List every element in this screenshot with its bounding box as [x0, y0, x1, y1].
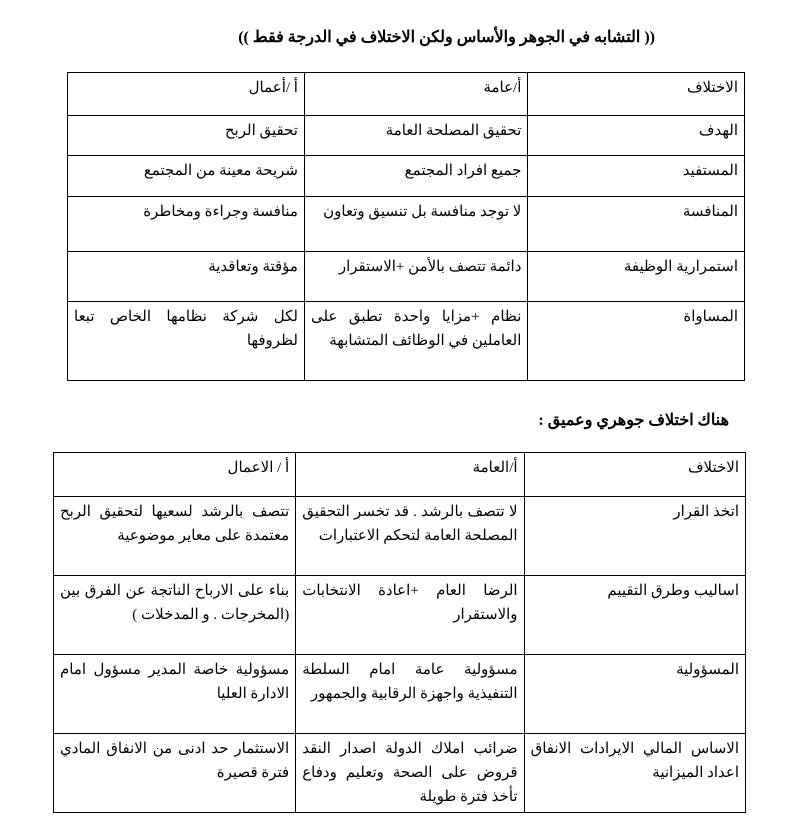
public-cell: مسؤولية عامة امام السلطة التنفيذية واجهزة الرقابية والجمهور — [296, 655, 524, 734]
table-row — [54, 734, 746, 813]
table-header-row — [54, 453, 746, 497]
header-cell-business: أ / الاعمال — [54, 453, 296, 497]
row-label: استمرارية الوظيفة — [528, 252, 745, 302]
public-cell: تحقيق المصلحة العامة — [304, 116, 527, 156]
table-row — [68, 252, 745, 302]
header-cell-difference: الاختلاف — [524, 453, 745, 497]
table-row — [54, 576, 746, 655]
business-cell: تحقيق الربح — [68, 116, 305, 156]
row-label: اساليب وطرق التقييم — [524, 576, 745, 655]
business-cell: مسؤولية خاصة المدير مسؤول امام الادارة العليا — [54, 655, 296, 734]
business-cell: منافسة وجراءة ومخاطرة — [68, 197, 305, 252]
business-cell: لكل شركة نظامها الخاص تبعا لظروفها — [68, 302, 305, 381]
header-cell-public: أ/العامة — [296, 453, 524, 497]
header-cell-public: أ/عامة — [304, 73, 527, 116]
public-cell: جميع افراد المجتمع — [304, 156, 527, 197]
public-cell: نظام +مزايا واحدة تطبق على العاملين في الوظائف المتشابهة — [304, 302, 527, 381]
public-cell: لا توجد منافسة بل تنسيق وتعاون — [304, 197, 527, 252]
table-row — [68, 197, 745, 252]
title-fundamental-difference: هناك اختلاف جوهري وعميق : — [538, 412, 729, 429]
table-header-row — [68, 73, 745, 116]
table-row — [54, 655, 746, 734]
row-label: المنافسة — [528, 197, 745, 252]
title-similarity: (( التشابه في الجوهر والأساس ولكن الاختلاف في الدرجة فقط )) — [238, 29, 655, 46]
public-cell: لا تتصف بالرشد . قد تخسر التحقيق المصلحة العامة لتحكم الاعتبارات — [296, 497, 524, 576]
header-cell-business: أ /أعمال — [68, 73, 305, 116]
row-label: اتخذ القرار — [524, 497, 745, 576]
business-cell: مؤقتة وتعاقدية — [68, 252, 305, 302]
business-cell: الاستثمار حد ادنى من الانفاق المادي فترة قصيرة — [54, 734, 296, 813]
row-label: الهدف — [528, 116, 745, 156]
public-cell: ضرائب املاك الدولة اصدار النقد قروض على الصحة وتعليم ودفاع تأخذ فترة طويلة — [296, 734, 524, 813]
comparison-table-similarity — [67, 72, 745, 381]
header-cell-difference: الاختلاف — [528, 73, 745, 116]
row-label: المسؤولية — [524, 655, 745, 734]
table-row — [68, 156, 745, 197]
row-label: المساواة — [528, 302, 745, 381]
table-row — [68, 302, 745, 381]
business-cell: بناء على الارباح الناتجة عن الفرق بين (المخرجات . و المدخلات ) — [54, 576, 296, 655]
public-cell: دائمة تتصف بالأمن +الاستقرار — [304, 252, 527, 302]
business-cell: شريحة معينة من المجتمع — [68, 156, 305, 197]
business-cell: تتصف بالرشد لسعيها لتحقيق الربح معتمدة على معاير موضوعية — [54, 497, 296, 576]
comparison-table-difference — [53, 452, 746, 813]
row-label: الاساس المالي الايرادات الانفاق اعداد الميزانية — [524, 734, 745, 813]
table-row — [68, 116, 745, 156]
public-cell: الرضا العام +اعادة الانتخابات والاستقرار — [296, 576, 524, 655]
row-label: المستفيد — [528, 156, 745, 197]
table-row — [54, 497, 746, 576]
